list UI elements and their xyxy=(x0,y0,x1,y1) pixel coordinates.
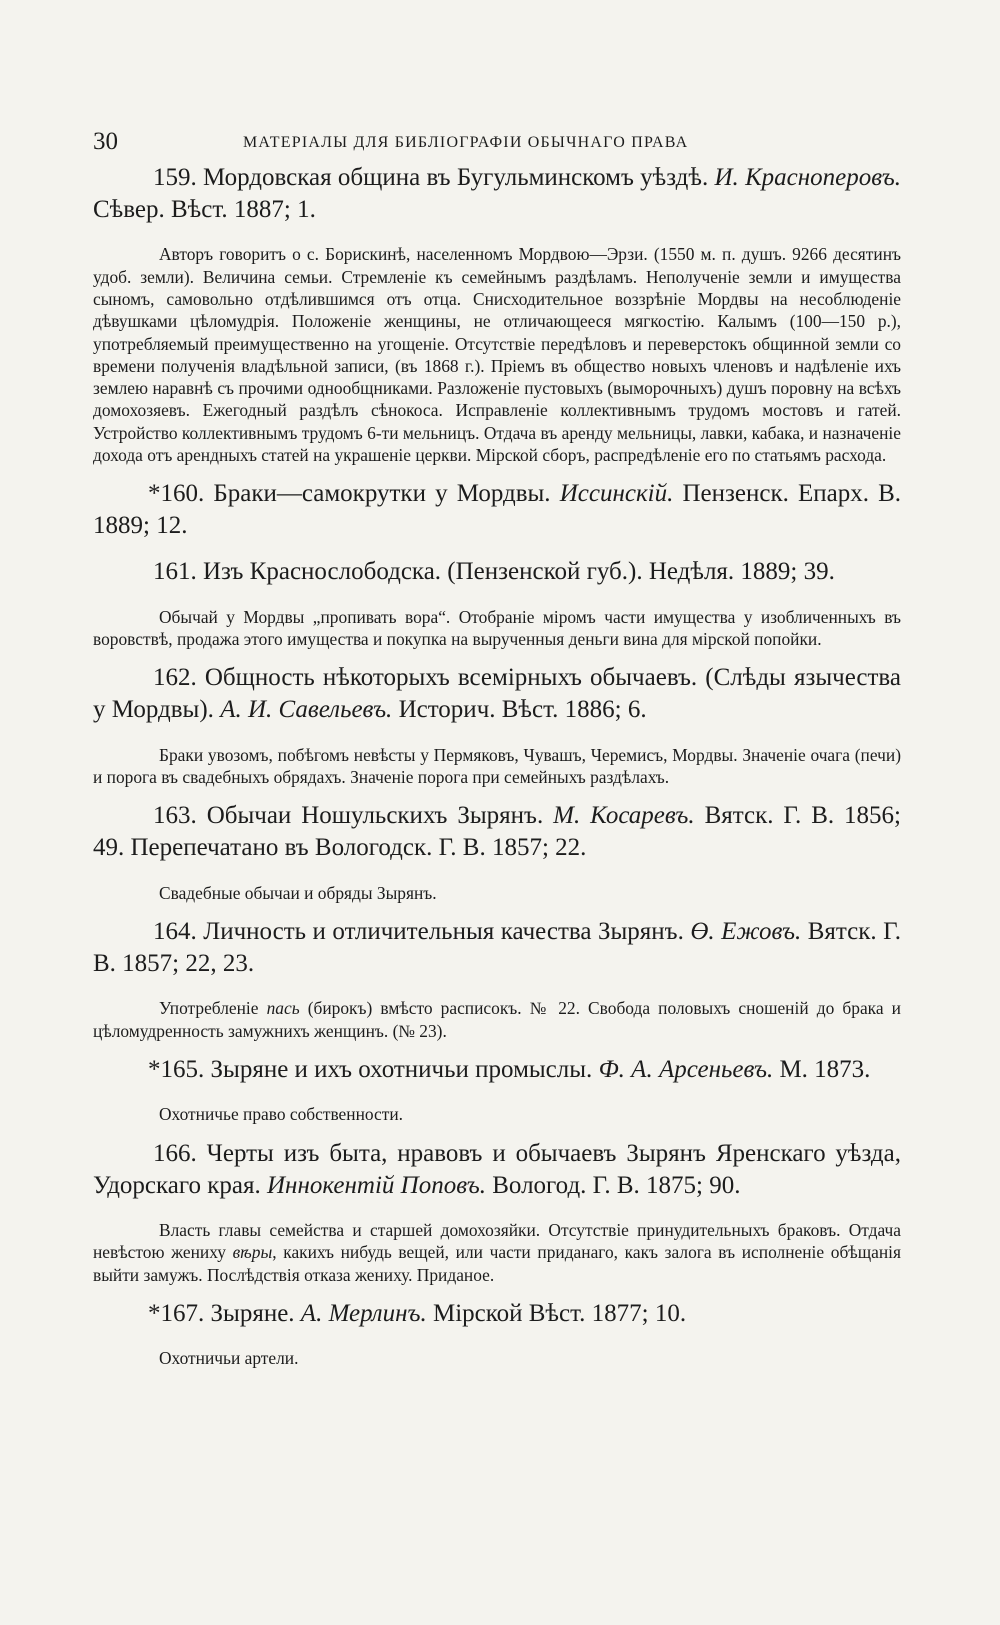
entry-167 xyxy=(93,1298,901,1370)
entry-heading xyxy=(93,556,901,588)
note-text: Власть главы семейства и старшей домохозяйки. Отсутствіе принудительныхъ браковъ. Отдача невѣстою жениху xyxy=(93,1220,901,1263)
note-italic-term: пась xyxy=(266,998,300,1019)
entry-source: Пензенск. Епарх. В. 1889; 12. xyxy=(93,480,902,540)
entry-author: И. Красноперовъ. xyxy=(714,164,902,191)
entry-163 xyxy=(93,800,901,904)
note-text: Употребленіе xyxy=(159,998,267,1019)
entry-heading xyxy=(93,162,901,226)
entry-heading xyxy=(93,1054,901,1086)
entry-164 xyxy=(93,916,901,1042)
entry-author: Иннокентій Поповъ. xyxy=(267,1171,486,1199)
entry-author: А. И. Савельевъ. xyxy=(220,696,393,724)
entry-number: 164. xyxy=(153,918,197,946)
entry-165 xyxy=(93,1054,901,1126)
entry-title: Обычаи Ношульскихъ Зырянъ. xyxy=(206,802,544,830)
entry-author: Иссинскій. xyxy=(559,480,674,508)
entry-number: *167. xyxy=(148,1299,205,1327)
entry-title: Зыряне. xyxy=(210,1299,295,1327)
entry-author: Ф. А. Арсеньевъ. xyxy=(598,1056,774,1083)
entry-title: Черты изъ быта, нравовъ и обычаевъ Зырянъ Яренскаго уѣзда, Удорскаго края. xyxy=(93,1139,901,1199)
entry-source: Вятск. Г. В. 1856; 49. Перепечатано въ Вологодск. Г. В. 1857; 22. xyxy=(93,802,902,862)
entry-number: 159. xyxy=(153,164,197,191)
entry-heading xyxy=(93,800,901,864)
entry-author: М. Косаревъ. xyxy=(553,802,695,830)
entry-source: Мірской Вѣст. 1877; 10. xyxy=(432,1299,687,1327)
entry-159 xyxy=(93,162,901,466)
entry-161 xyxy=(93,556,901,650)
entry-heading xyxy=(93,478,901,542)
note-italic-term: вѣры xyxy=(232,1242,273,1263)
entry-note: Обычай у Мордвы „пропивать вора“. Отобраніе міромъ части имущества у изобличенныхъ въ воровствѣ, продажа этого имущества и покупка на вырученныя деньги вина для мірской попойки. xyxy=(93,606,901,650)
entry-note: Свадебные обычаи и обряды Зырянъ. xyxy=(159,882,437,903)
entry-title: Личность и отличительныя качества Зырянъ. xyxy=(203,918,684,946)
entry-source: М. 1873. xyxy=(779,1056,871,1083)
entry-source: Сѣвер. Вѣст. 1887; 1. xyxy=(93,196,316,223)
entry-166 xyxy=(93,1138,901,1286)
entry-heading xyxy=(93,916,901,980)
entry-number: 166. xyxy=(153,1139,197,1167)
entry-note xyxy=(93,1219,901,1286)
entry-heading xyxy=(93,662,901,726)
entry-source: Недѣля. 1889; 39. xyxy=(648,558,835,586)
entry-note: Авторъ говоритъ о с. Борискинѣ, населенномъ Мордвою—Эрзи. (1550 м. п. душъ. 9266 десятинъ удоб. земли). Величина семьи. Стремленіе къ семейнымъ раздѣламъ. Неполученіе земли и имущества сыномъ, самовольно отдѣлившимся отъ отца. Снисходительное воззрѣніе Мордвы на несоблюденіе дѣвушками цѣломудрія. Положеніе женщины, не отличающееся мягкостію. Калымъ (100—150 р.), употребляемый преимущественно на угощеніе. Отсутствіе передѣловъ и переверстокъ общинной земли со времени полученія владѣльной записи, (въ 1868 г.). Пріемъ въ общество новыхъ членовъ и надѣленіе ихъ землею наравнѣ съ прочими однообщниками. Разложеніе пустовыхъ (выморочныхъ) душъ поровну на всѣхъ домохозяевъ. Ежегодный раздѣлъ сѣнокоса. Исправленіе коллективнымъ трудомъ мостовъ и гатей. Устройство коллективнымъ трудомъ 6-ти мельницъ. Отдача въ аренду мельницы, лавки, кабака, и назначеніе дохода отъ арендныхъ статей на украшеніе церкви. Мірской сборъ, распредѣленіе его по статьямъ расхода. xyxy=(93,244,901,466)
entry-note: Охотничьи артели. xyxy=(159,1348,299,1369)
entry-note xyxy=(93,997,901,1042)
entry-number: *165. xyxy=(148,1056,205,1083)
running-title: МАТЕРІАЛЫ ДЛЯ БИБЛІОГРАФІИ ОБЫЧНАГО ПРАВА xyxy=(243,134,689,151)
entry-source: Историч. Вѣст. 1886; 6. xyxy=(398,696,647,724)
note-text: (бирокъ) вмѣсто расписокъ. № 22. Свобода половыхъ сношеній до брака и цѣломудренность замужнихъ женщинъ. (№ 23). xyxy=(93,998,901,1041)
entry-source: Вятск. Г. В. 1857; 22, 23. xyxy=(93,918,902,978)
entry-heading xyxy=(93,1138,901,1202)
note-text: , какихъ нибудь вещей, или части приданаго, какъ залога въ исполненіе обѣщанія выйти замужъ. Послѣдствія отказа жениху. Приданое. xyxy=(93,1242,901,1285)
entry-title: Мордовская община въ Бугульминскомъ уѣздѣ. xyxy=(203,164,709,191)
running-head xyxy=(93,128,901,162)
entry-note: Браки увозомъ, побѣгомъ невѣсты у Пермяковъ, Чувашъ, Черемисъ, Мордвы. Значеніе очага (печи) и порога въ свадебныхъ обрядахъ. Значеніе порога при семейныхъ раздѣлахъ. xyxy=(93,744,901,788)
entry-author: Ө. Ежовъ. xyxy=(690,918,802,946)
entry-title: Браки—самокрутки у Мордвы. xyxy=(213,480,551,508)
entry-title: Изъ Краснослободска. (Пензенской губ.). xyxy=(203,558,643,586)
entry-number: *160. xyxy=(148,480,205,508)
entry-162 xyxy=(93,662,901,788)
entry-160 xyxy=(93,478,901,542)
entry-number: 163. xyxy=(153,802,197,830)
entry-source: Вологод. Г. В. 1875; 90. xyxy=(492,1171,741,1199)
entry-number: 161. xyxy=(153,558,197,586)
page xyxy=(93,128,901,1382)
entry-author: А. Мерлинъ. xyxy=(300,1299,427,1327)
page-number: 30 xyxy=(93,128,118,155)
entry-note: Охотничье право собственности. xyxy=(159,1104,403,1125)
entry-title: Зыряне и ихъ охотничьи промыслы. xyxy=(210,1056,593,1083)
entry-heading xyxy=(93,1298,901,1330)
entry-number: 162. xyxy=(153,664,197,692)
entry-title: Общность нѣкоторыхъ всемірныхъ обычаевъ. (Слѣды язычества у Мордвы). xyxy=(93,664,902,724)
